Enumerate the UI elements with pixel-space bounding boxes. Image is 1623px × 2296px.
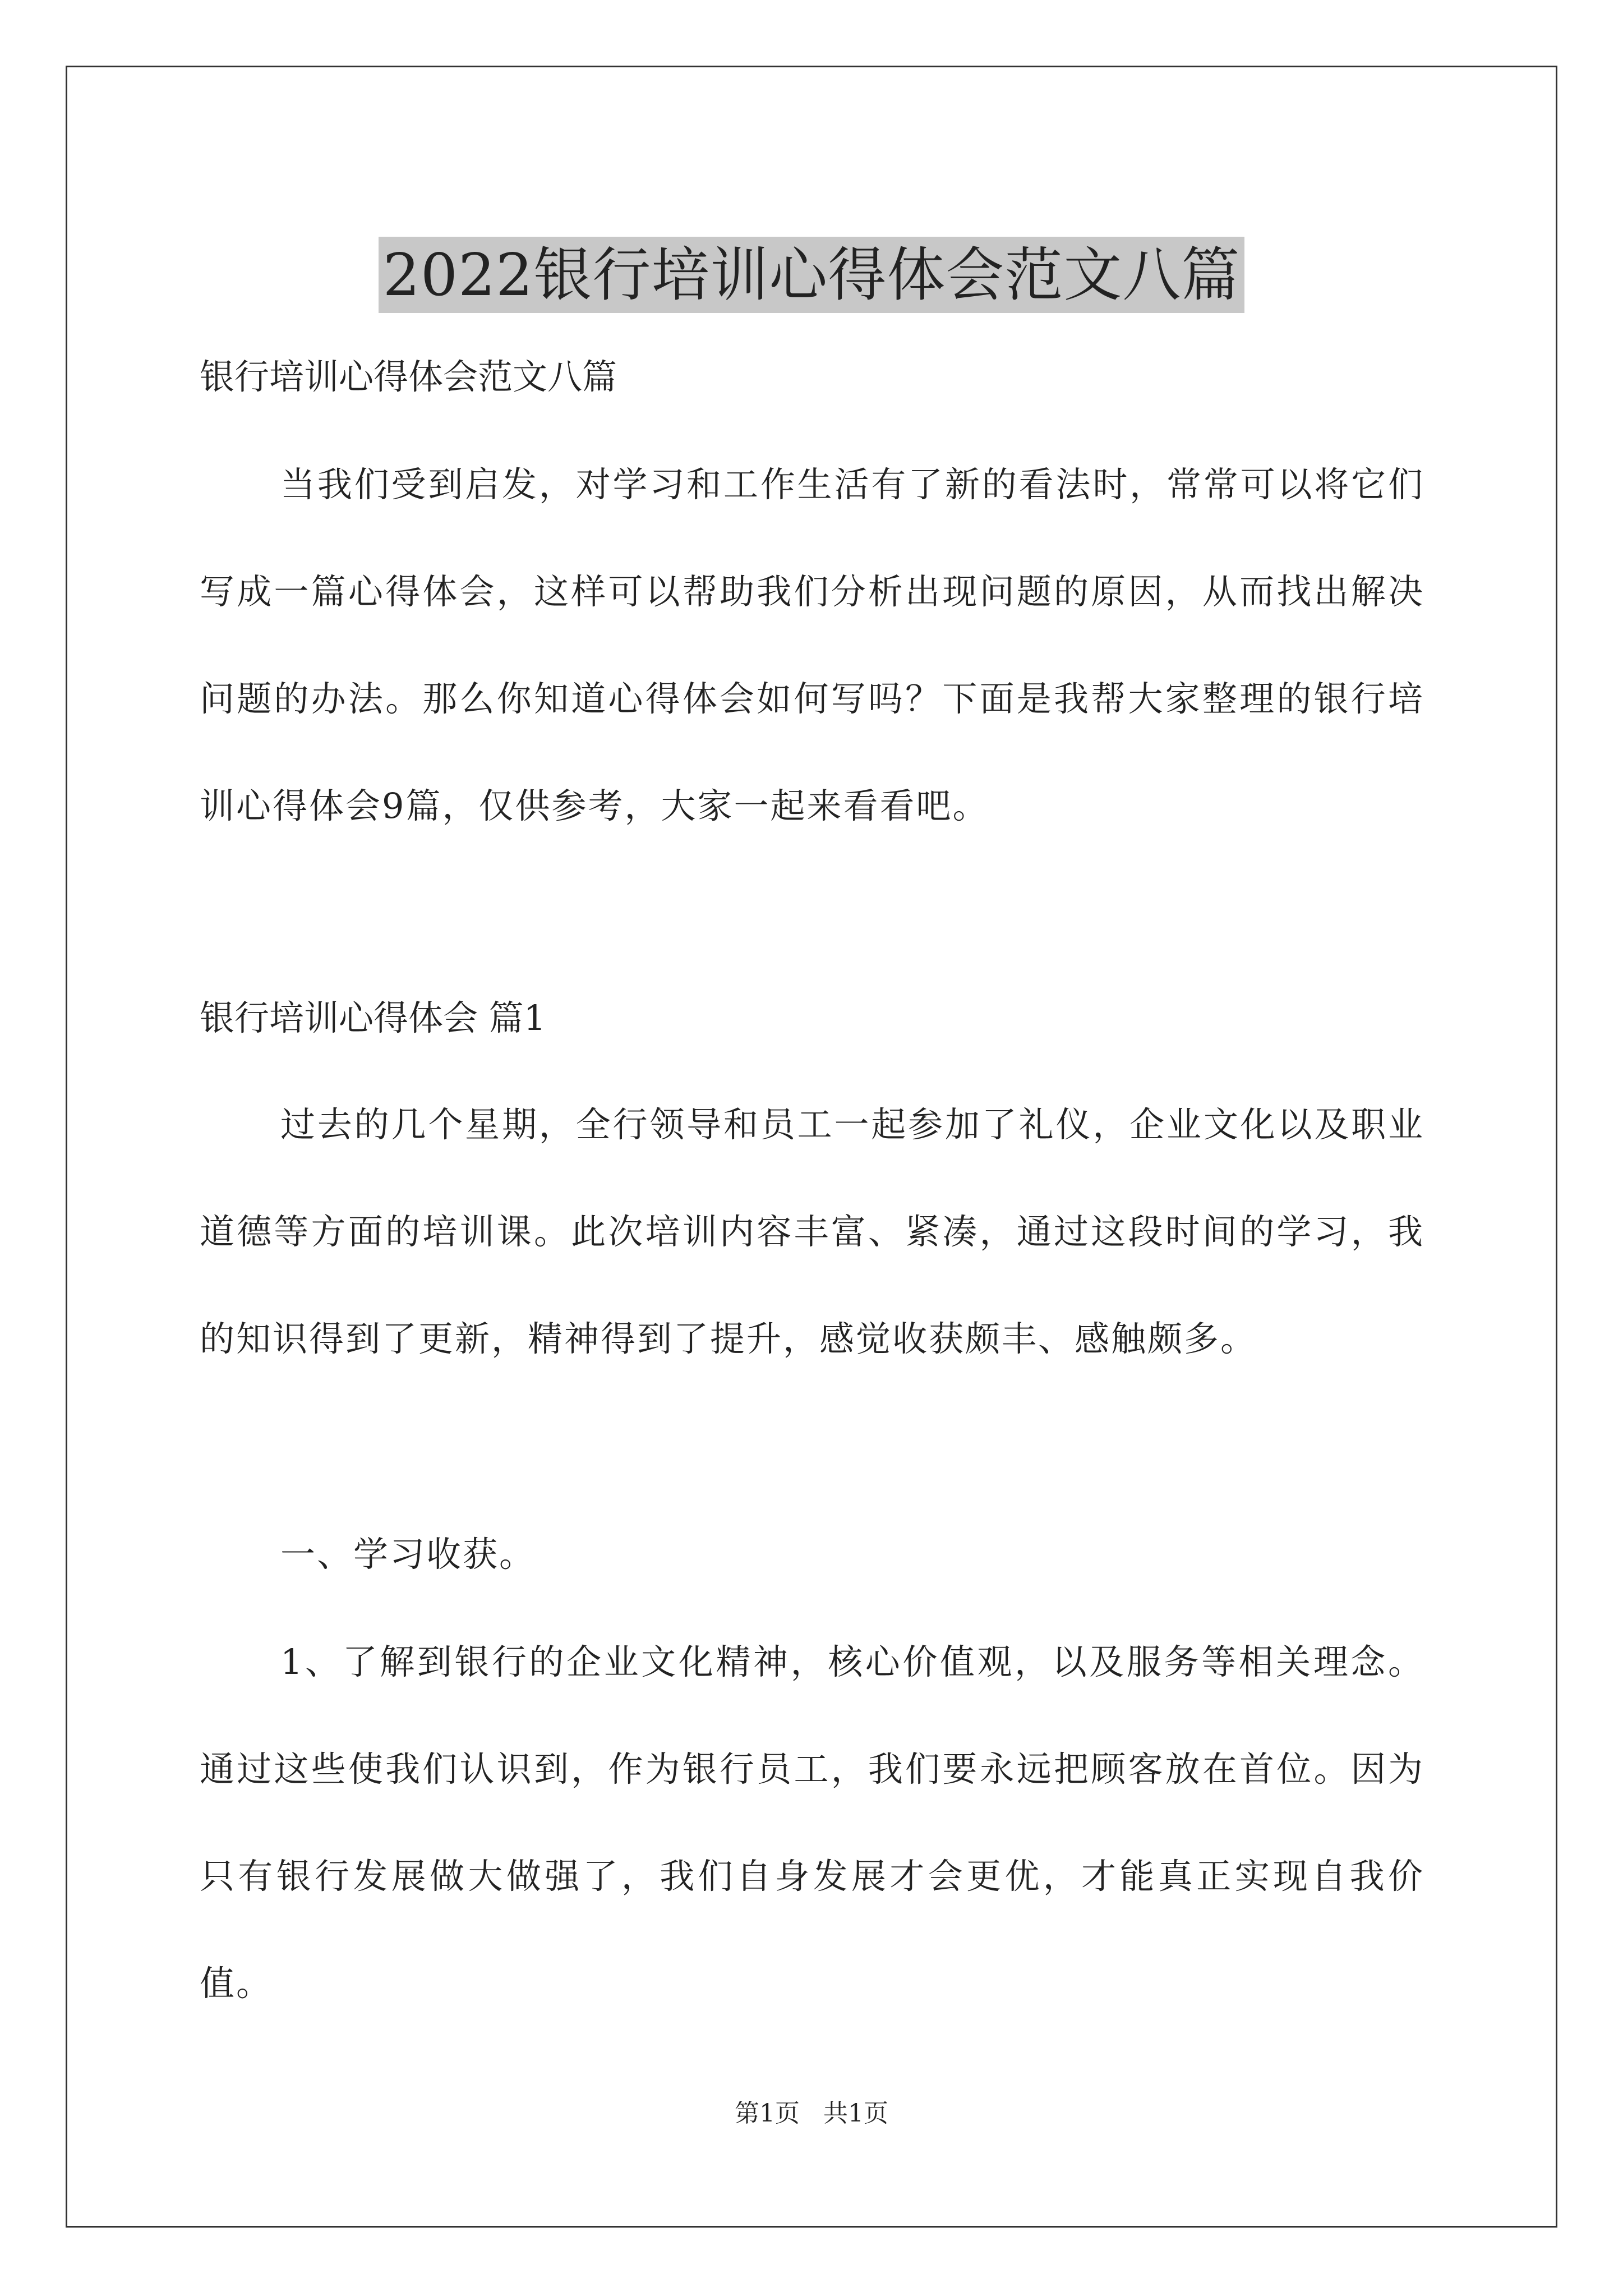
intro-paragraph: 当我们受到启发，对学习和工作生活有了新的看法时，常常可以将它们写成一篇心得体会，这样可以帮助我们分析出现问题的原因，从而找出解决问题的办法。那么你知道心得体会如何写吗？下面是我帮大家整理的银行培训心得体会9篇，仅供参考，大家一起来看看吧。: [200, 464, 1424, 826]
section-heading: 银行培训心得体会 篇1: [200, 997, 546, 1038]
body-paragraph: 1、了解到银行的企业文化精神，核心价值观，以及服务等相关理念。通过这些使我们认识到，作为银行员工，我们要永远把顾客放在首位。因为只有银行发展做大做强了，我们自身发展才会更优，才能真正实现自我价值。: [200, 1641, 1424, 2004]
document-title: 2022银行培训心得体会范文八篇: [379, 237, 1245, 313]
title-container: [0, 197, 1623, 352]
document-subtitle: 银行培训心得体会范文八篇: [200, 356, 617, 397]
body-paragraph: 一、学习收获。: [280, 1534, 536, 1575]
body-paragraph: 过去的几个星期，全行领导和员工一起参加了礼仪，企业文化以及职业道德等方面的培训课。此次培训内容丰富、紧凑，通过这段时间的学习，我的知识得到了更新，精神得到了提升，感觉收获颇丰、感触颇多。: [200, 1104, 1424, 1359]
page-footer: 第1页 共1页: [735, 2099, 888, 2128]
